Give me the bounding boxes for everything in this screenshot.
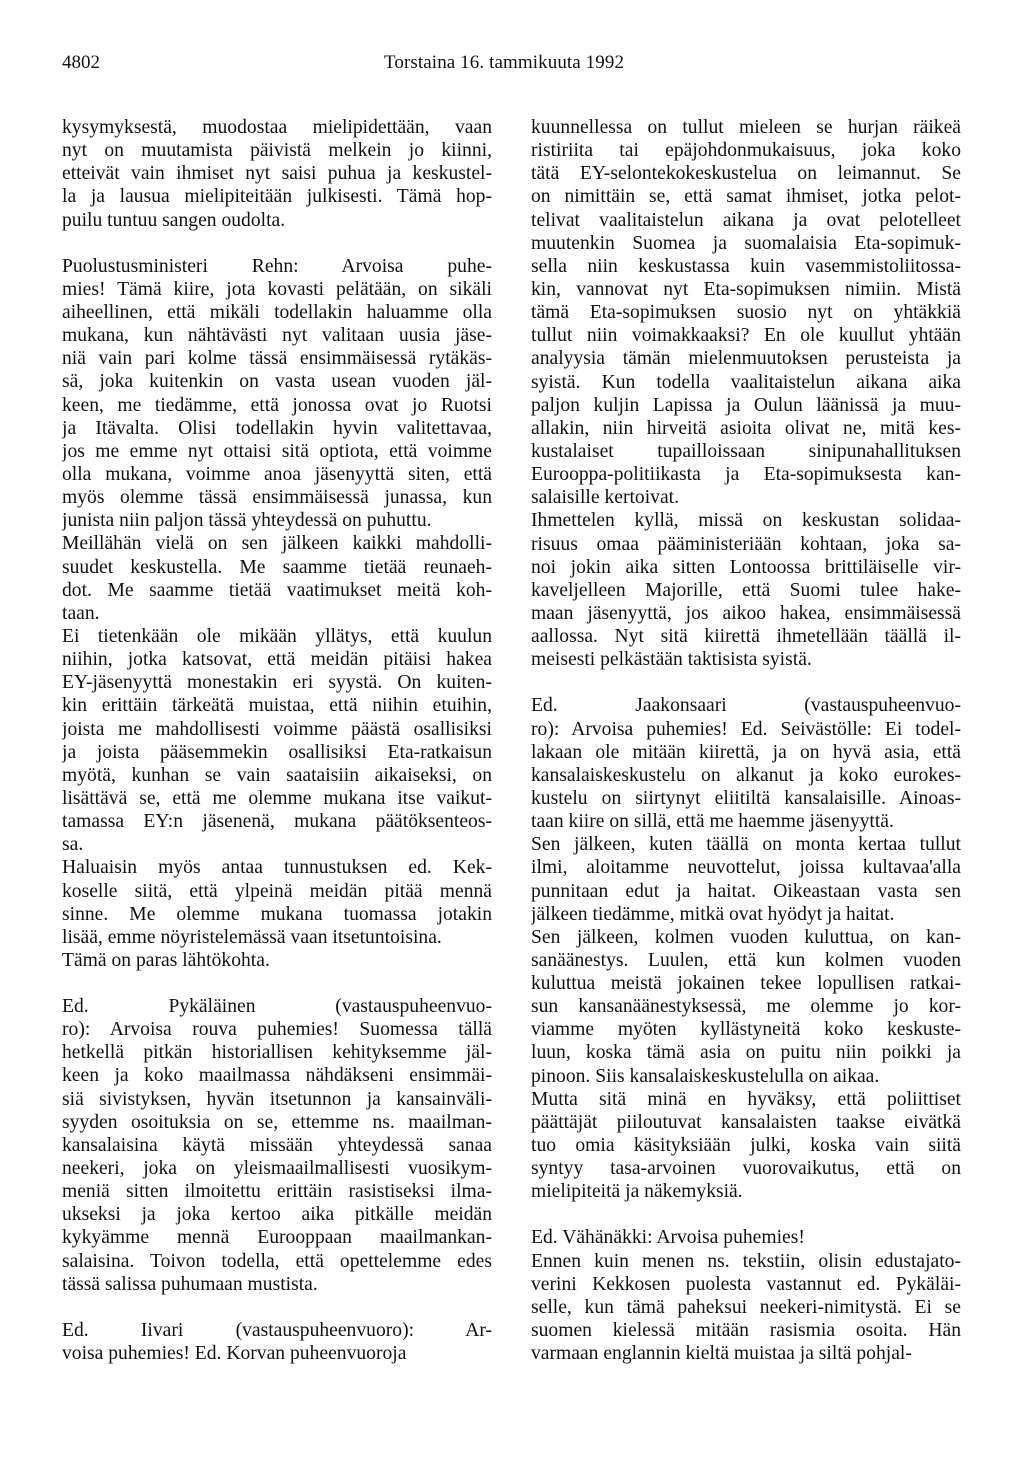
- text-line: tamassa EY:n jäsenenä, mukana päätöksenteos-: [62, 811, 492, 833]
- paragraph-gap: [531, 1203, 961, 1226]
- text-line: kuunnellessa on tullut mieleen se hurjan räikeä: [531, 117, 961, 138]
- text-line: olla mukana, voimme anoa jäsenyyttä siten, että: [62, 463, 492, 485]
- right-column: [531, 116, 961, 1365]
- text-line: viamme myöten kyllästyneitä koko keskuste-: [531, 1019, 961, 1041]
- text-line: Ed. Pykäläinen (vastauspuheenvuo-: [62, 996, 492, 1018]
- text-line: Tämä on paras lähtökohta.: [62, 949, 270, 971]
- text-line: taan kiire on sillä, että me haemme jäsenyyttä.: [531, 811, 894, 833]
- text-line: ja joista pääsemmekin osallisiksi Eta-ratkaisun: [62, 741, 492, 763]
- text-line: kansalaiskeskustelu on alkanut ja koko eurokes-: [531, 764, 961, 786]
- text-line: meisesti pelkästään taktisista syistä.: [531, 649, 812, 671]
- text-line: sa.: [62, 834, 84, 856]
- text-line: ilmi, aloitamme neuvottelut, joissa kultavaa'alla: [531, 857, 961, 879]
- text-line: salaisille kertoivat.: [531, 487, 679, 509]
- text-line: kustelu on siirtynyt eliitiltä kansalaisille. Ainoas-: [531, 787, 961, 809]
- page-number: 4802: [62, 52, 100, 73]
- text-line: kin erittäin tärkeätä muistaa, että niihin etuihin,: [62, 695, 492, 717]
- text-line: Ed. Jaakonsaari (vastauspuheenvuo-: [531, 695, 961, 717]
- text-line: kuluttua meistä jokainen tekee lopullisen ratkai-: [531, 973, 961, 995]
- text-line: syntyy tasa-arvoinen vuorovaikutus, että on: [531, 1158, 961, 1180]
- paragraph-gap: [62, 972, 492, 995]
- text-line: etteivät vain ihmiset nyt saisi puhua ja keskustel-: [62, 163, 492, 185]
- text-line: muutenkin Suomea ja suomalaisia Eta-sopimuk-: [531, 232, 961, 254]
- text-line: verini Kekkosen puolesta vastannut ed. Pykäläi-: [531, 1273, 961, 1295]
- text-line: niihin, jotka katsovat, että meidän pitäisi hakea: [62, 649, 492, 671]
- text-line: suomen kielessä mitään rasismia osoita. Hän: [531, 1320, 961, 1342]
- text-line: nyt on muutamista päivistä melkein jo kiinni,: [62, 140, 492, 162]
- text-line: allakin, niin hirveitä asioita olivat ne, mitä kes-: [531, 417, 961, 439]
- text-line: tuo omia käsityksiään julki, koska vain siitä: [531, 1135, 961, 1157]
- text-line: ukseksi ja joka kertoo aika pitkälle meidän: [62, 1204, 492, 1226]
- paragraph-gap: [62, 1296, 492, 1319]
- text-line: kustalaiset tupailloissaan sinipunahallituksen: [531, 440, 961, 462]
- text-line: kin, vannovat nyt Eta-sopimuksen nimiin. Mistä: [531, 278, 961, 300]
- text-line: suudet keskustella. Me saamme tietää reunaeh-: [62, 556, 492, 578]
- text-line: taan.: [62, 602, 100, 624]
- text-line: Mutta sitä minä en hyväksy, että poliittiset: [531, 1088, 961, 1110]
- text-line: syistä. Kun todella vaalitaistelun aikana aika: [531, 371, 961, 393]
- text-line: myötä, kunhan se vain saataisiin aikaiseksi, on: [62, 764, 492, 786]
- text-line: la ja lausua mielipiteitään julkisesti. Tämä hop-: [62, 186, 492, 208]
- text-line: voisa puhemies! Ed. Korvan puheenvuoroja: [62, 1343, 407, 1365]
- left-column: [62, 116, 492, 1365]
- text-line: tullut niin voimakkaaksi? En ole kuullut yhtään: [531, 325, 961, 347]
- paragraph-gap: [531, 671, 961, 694]
- text-line: EY-jäsenyyttä monestakin eri syystä. On kuiten-: [62, 672, 492, 694]
- text-line: pinoon. Siis kansalaiskeskustelulla on aikaa.: [531, 1065, 880, 1087]
- text-line: jälkeen tiedämme, mitkä ovat hyödyt ja haitat.: [531, 903, 895, 925]
- text-line: dot. Me saamme tietää vaatimukset meitä koh-: [62, 579, 492, 601]
- text-line: Haluaisin myös antaa tunnustuksen ed. Kek-: [62, 857, 492, 879]
- text-line: analyysia tämän mielenmuutoksen perusteista ja: [531, 348, 961, 370]
- text-line: salaisina. Toivon todella, että opettelemme edes: [62, 1250, 492, 1272]
- text-line: mielipiteitä ja näkemyksiä.: [531, 1181, 743, 1203]
- text-line: sä, joka kuitenkin on vasta usean vuoden jäl-: [62, 371, 492, 393]
- text-line: kykyämme mennä Eurooppaan maailmankan-: [62, 1227, 492, 1249]
- text-line: kysymyksestä, muodostaa mielipidettään, vaan: [62, 117, 492, 138]
- text-line: aiheellinen, että mikäli todellakin haluamme olla: [62, 301, 492, 323]
- text-line: sinne. Me olemme mukana tuomassa jotakin: [62, 903, 492, 925]
- text-line: Ei tietenkään ole mikään yllätys, että kuulun: [62, 625, 492, 647]
- text-line: meniä sitten ilmoitettu erittäin rasistiseksi ilma-: [62, 1181, 492, 1203]
- text-line: sanäänestys. Luulen, että kun kolmen vuoden: [531, 949, 961, 971]
- text-line: myös olemme tässä ensimmäisessä junassa, kun: [62, 487, 492, 509]
- text-line: aallossa. Nyt sitä kiirettä ihmetellään täällä il-: [531, 626, 961, 648]
- text-line: kaveljelleen Majorille, että Suomi tulee hake-: [531, 579, 961, 601]
- text-line: lisättävä se, että me olemme mukana itse vaikut-: [62, 787, 492, 809]
- text-line: tässä salissa puhumaan mustista.: [62, 1273, 318, 1295]
- text-line: Meillähän vielä on sen jälkeen kaikki mahdolli-: [62, 533, 492, 555]
- text-line: joista me mahdollisesti voimme päästä osallisiksi: [62, 718, 492, 740]
- text-line: lisää, emme nöyristelemässä vaan itsetuntoisina.: [62, 926, 442, 948]
- text-line: mies! Tämä kiire, jota kovasti pelätään, on sikäli: [62, 278, 492, 300]
- text-line: syyden osoituksia on se, ettemme ns. maailman-: [62, 1111, 492, 1133]
- text-line: telivat vaalitaistelun aikana ja ovat pelotelleet: [531, 209, 961, 231]
- text-line: hetkellä pitkän historiallisen kehityksemme jäl-: [62, 1042, 492, 1064]
- text-line: kansalaisina käytä missään yhteydessä sanaa: [62, 1134, 492, 1156]
- text-line: päättäjät piiloutuvat kansalaisten taakse eivätkä: [531, 1111, 961, 1133]
- text-line: sella niin keskustassa kuin vasemmistoliitossa-: [531, 255, 961, 277]
- text-line: noi jokin aika sitten Lontoossa brittiläiselle vir-: [531, 556, 961, 578]
- header-date: Torstaina 16. tammikuuta 1992: [384, 52, 625, 73]
- text-line: Sen jälkeen, kuten täällä on monta kertaa tullut: [531, 834, 961, 856]
- text-line: koselle siitä, että ylpeinä meidän pitää mennä: [62, 880, 492, 902]
- text-line: varmaan englannin kieltä muistaa ja siltä pohjal-: [531, 1343, 912, 1365]
- text-line: Puolustusministeri Rehn: Arvoisa puhe-: [62, 255, 492, 277]
- text-line: keen ja koko maailmassa nähdäkseni ensimmäi-: [62, 1065, 492, 1087]
- text-line: punnitaan edut ja haitat. Oikeastaan vasta sen: [531, 880, 961, 902]
- text-line: maan jäsenyyttä, jos aikoo hakea, ensimmäisessä: [531, 602, 961, 624]
- text-line: tätä EY-selontekokeskustelua on leimannut. Se: [531, 163, 961, 185]
- text-line: junista niin paljon tässä yhteydessä on puhuttu.: [62, 510, 432, 532]
- text-line: siä sivistyksen, hyvän itsetunnon ja kansainväli-: [62, 1088, 492, 1110]
- text-line: ro): Arvoisa rouva puhemies! Suomessa tällä: [62, 1019, 492, 1041]
- text-line: lakaan ole mitään kiirettä, ja on hyvä asia, että: [531, 741, 961, 763]
- text-line: Ed. Vähänäkki: Arvoisa puhemies!: [531, 1227, 805, 1249]
- page-header: [62, 52, 962, 82]
- text-line: ro): Arvoisa puhemies! Ed. Seivästölle: Ei todel-: [531, 718, 961, 740]
- text-line: neekeri, joka on yleismaailmallisesti vuosikym-: [62, 1158, 492, 1180]
- text-line: on nimittäin se, että samat ihmiset, jotka pelot-: [531, 186, 961, 208]
- text-line: selle, kun tämä paheksui neekeri-nimitystä. Ei se: [531, 1296, 961, 1318]
- text-line: paljon kuljin Lapissa ja Oulun läänissä ja muu-: [531, 394, 961, 416]
- text-line: Sen jälkeen, kolmen vuoden kuluttua, on kan-: [531, 926, 961, 948]
- text-line: niä vain pari kolme tässä ensimmäisessä rytäkäs-: [62, 348, 492, 370]
- text-line: keen, me tiedämme, että jonossa ovat jo Ruotsi: [62, 394, 492, 416]
- text-line: Eurooppa-politiikasta ja Eta-sopimuksesta kan-: [531, 464, 961, 486]
- text-line: jos me emme nyt ottaisi sitä optiota, että voimme: [62, 440, 492, 462]
- text-line: sun kansanäänestyksessä, me olemme jo kor-: [531, 996, 961, 1018]
- text-line: mukana, kun nähtävästi nyt valitaan uusia jäse-: [62, 325, 492, 347]
- text-line: Ennen kuin menen ns. tekstiin, olisin edustajato-: [531, 1250, 961, 1272]
- text-line: ja Itävalta. Olisi todellakin hyvin valitettavaa,: [62, 417, 492, 439]
- text-line: tämä Eta-sopimuksen suosio nyt on yhtäkkiä: [531, 302, 961, 324]
- text-line: ristiriita tai epäjohdonmukaisuus, joka koko: [531, 140, 961, 162]
- text-line: puilu tuntuu sangen oudolta.: [62, 209, 286, 231]
- text-line: Ed. Iivari (vastauspuheenvuoro): Ar-: [62, 1319, 492, 1341]
- text-line: luun, koska tämä asia on puitu niin poikki ja: [531, 1042, 961, 1064]
- paragraph-gap: [62, 232, 492, 255]
- text-line: risuus omaa pääministeriään kohtaan, joka sa-: [531, 533, 961, 555]
- text-line: Ihmettelen kyllä, missä on keskustan solidaa-: [531, 510, 961, 532]
